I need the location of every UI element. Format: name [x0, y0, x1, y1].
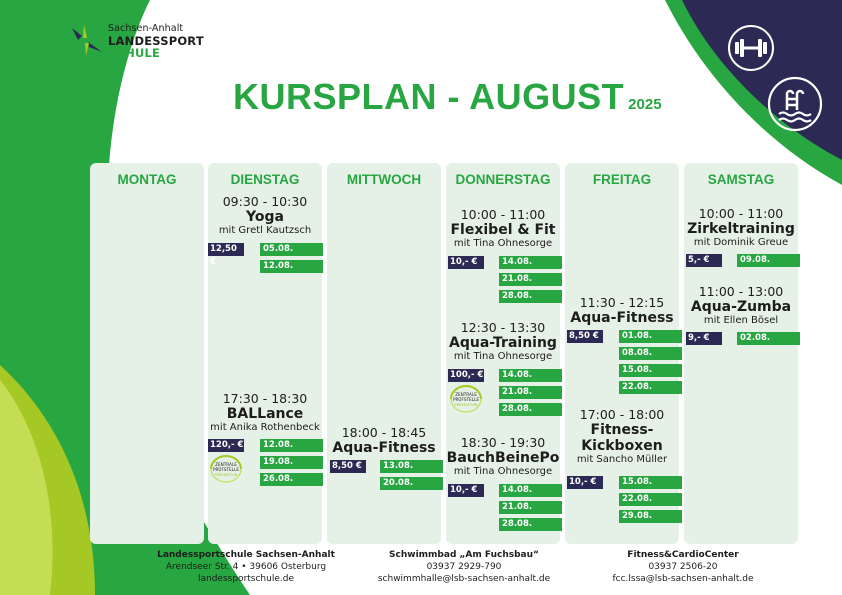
course-instructor: mit Sancho Müller [576, 454, 668, 465]
footer-landessportschule [126, 549, 366, 585]
price-tag: 10,- € [567, 476, 603, 489]
course-date: 20.08. [380, 477, 443, 490]
course-name: Aqua-Fitness [332, 440, 436, 456]
price-tag: 9,- € [686, 332, 722, 345]
price-tag: 100,- € [450, 370, 484, 380]
course-instructor: mit Dominik Greue [693, 237, 789, 248]
course-date: 15.08. [619, 364, 682, 377]
price-tag: 120,- € [210, 440, 244, 450]
course-name: BauchBeinePo [446, 450, 560, 466]
course-instructor: mit Anika Rothenbeck [210, 422, 320, 433]
course-bauchbeinepo [446, 435, 560, 478]
course-time: 10:00 - 11:00 [698, 206, 784, 221]
course-date: 28.08. [499, 290, 562, 303]
course-date: 12.08. [260, 260, 323, 273]
course-time: 18:30 - 19:30 [460, 435, 546, 450]
course-name: Flexibel & Fit [450, 222, 556, 238]
footer-email-link[interactable]: fcc.lssa@lsb-sachsen-anhalt.de [612, 574, 754, 584]
svg-text:PRÜFSTELLE: PRÜFSTELLE [452, 397, 480, 402]
price-tag: 10,- € [448, 256, 484, 269]
course-name: Aqua-Training [449, 335, 557, 351]
course-fitness-kickboxen [565, 407, 679, 466]
course-name-line-2: Kickboxen [581, 438, 663, 454]
course-date: 19.08. [260, 456, 323, 469]
course-date: 05.08. [260, 243, 323, 256]
day-header-donnerstag: DONNERSTAG [455, 172, 551, 187]
course-time: 18:00 - 18:45 [341, 425, 427, 440]
zpp-seal-icon [447, 385, 485, 413]
course-date: 14.08. [499, 484, 562, 497]
course-aqua-fitness-freitag [565, 295, 679, 326]
course-date: 28.08. [499, 518, 562, 531]
course-instructor: mit Ellen Bösel [703, 315, 779, 326]
logo-line-3: SCHULE [108, 46, 161, 60]
day-header-dienstag: DIENSTAG [230, 172, 300, 187]
course-date: 22.08. [619, 381, 682, 394]
course-instructor: mit Tina Ohnesorge [453, 238, 553, 249]
footer-title: Landessportschule Sachsen-Anhalt [157, 550, 335, 560]
price-tag: 8,50 € [567, 330, 603, 343]
footer-schwimmbad [344, 549, 584, 585]
course-name: Aqua-Fitness [570, 310, 674, 326]
footer-title: Schwimmbad „Am Fuchsbau“ [389, 550, 539, 560]
course-name: BALLance [226, 406, 304, 422]
footer-website-link[interactable]: landessportschule.de [198, 574, 294, 584]
column-montag [90, 163, 204, 544]
course-aqua-zumba [684, 284, 798, 327]
svg-text:PRÜFSTELLE: PRÜFSTELLE [212, 467, 240, 472]
footer-phone: 03937 2506-20 [648, 562, 718, 572]
course-date: 12.08. [260, 439, 323, 452]
course-date: 02.08. [737, 332, 800, 345]
price-tag: 8,50 € [330, 460, 366, 473]
logo-line-1: Sachsen-Anhalt [108, 23, 184, 34]
svg-text:PRÄVENTION: PRÄVENTION [214, 473, 238, 477]
course-date: 29.08. [619, 510, 682, 523]
svg-text:ZENTRALE: ZENTRALE [455, 392, 477, 397]
swimming-pool-icon [767, 76, 823, 132]
day-header-mittwoch: MITTWOCH [346, 172, 422, 187]
footer-address: Arendseer Str. 4 • 39606 Osterburg [165, 562, 327, 572]
course-time: 10:00 - 11:00 [460, 207, 546, 222]
course-date: 22.08. [619, 493, 682, 506]
day-header-freitag: FREITAG [592, 172, 652, 187]
course-date: 15.08. [619, 476, 682, 489]
course-time: 09:30 - 10:30 [222, 194, 308, 209]
page-title [233, 76, 662, 118]
title-year: 2025 [628, 96, 662, 113]
course-time: 12:30 - 13:30 [460, 320, 546, 335]
course-zirkeltraining [684, 206, 798, 249]
course-date: 21.08. [499, 501, 562, 514]
course-ballance [208, 391, 322, 434]
course-flexibel-fit [446, 207, 560, 250]
course-time: 17:00 - 18:00 [579, 407, 665, 422]
course-date: 01.08. [619, 330, 682, 343]
course-date: 21.08. [499, 386, 562, 399]
course-time: 11:00 - 13:00 [698, 284, 784, 299]
svg-text:PRÄVENTION: PRÄVENTION [454, 403, 478, 407]
day-header-montag: MONTAG [117, 172, 177, 187]
course-yoga [208, 194, 322, 237]
course-date: 09.08. [737, 254, 800, 267]
dumbbell-icon [727, 24, 775, 72]
footer-phone: 03937 2929-790 [426, 562, 502, 572]
course-date: 28.08. [499, 403, 562, 416]
course-date: 08.08. [619, 347, 682, 360]
price-tag: 12,50 € [208, 243, 244, 256]
svg-text:ZENTRALE: ZENTRALE [215, 462, 237, 467]
landessportschule-logo [68, 22, 204, 59]
course-name-line-1: Fitness- [590, 422, 654, 438]
footer-title: Fitness&CardioCenter [627, 550, 739, 560]
logo-line-2: LANDESSPORT [108, 34, 204, 48]
course-time: 11:30 - 12:15 [579, 295, 665, 310]
course-time: 17:30 - 18:30 [222, 391, 308, 406]
course-instructor: mit Gretl Kautzsch [218, 225, 312, 236]
day-header-samstag: SAMSTAG [707, 172, 775, 187]
course-name: Zirkeltraining [687, 221, 795, 237]
price-tag: 10,- € [448, 484, 484, 497]
course-instructor: mit Tina Ohnesorge [453, 351, 553, 362]
course-date: 13.08. [380, 460, 443, 473]
course-name: Yoga [246, 209, 284, 225]
course-date: 26.08. [260, 473, 323, 486]
price-tag: 5,- € [686, 254, 722, 267]
course-instructor: mit Tina Ohnesorge [453, 466, 553, 477]
course-date: 14.08. [499, 369, 562, 382]
course-aqua-fitness-mittwoch [327, 425, 441, 456]
course-date: 14.08. [499, 256, 562, 269]
title-main: KURSPLAN - AUGUST [233, 76, 625, 117]
course-aqua-training [446, 320, 560, 363]
course-date: 21.08. [499, 273, 562, 286]
course-name: Aqua-Zumba [690, 299, 792, 315]
footer-email-link[interactable]: schwimmhalle@lsb-sachsen-anhalt.de [377, 574, 551, 584]
footer-fitness-cardio-center [563, 549, 803, 585]
logo-mark-icon [68, 22, 104, 58]
zpp-seal-icon [207, 455, 245, 483]
